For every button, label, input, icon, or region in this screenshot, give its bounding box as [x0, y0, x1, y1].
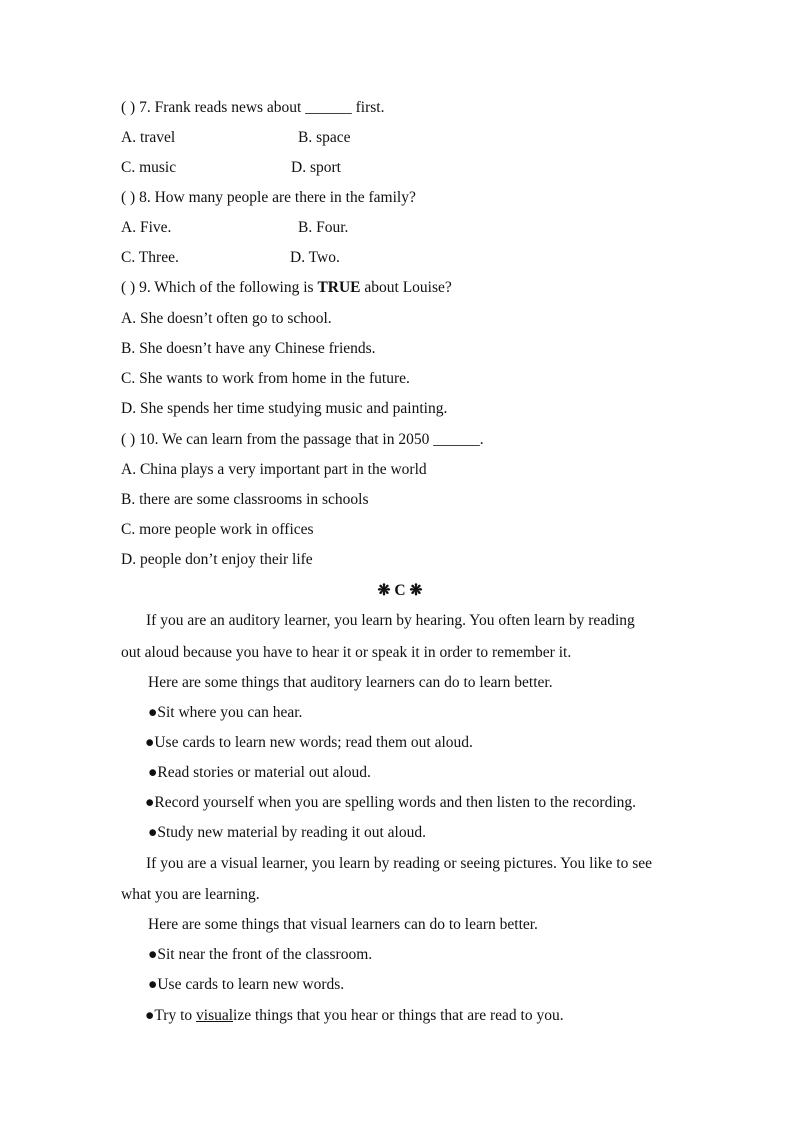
question-9-stem-start: ( ) 9. Which of the following is [121, 279, 318, 296]
visual-bullet-start: ●Try to [145, 1007, 197, 1024]
visual-intro: Here are some things that visual learners can do to learn better. [148, 916, 538, 933]
question-8-option-c: C. Three. [121, 249, 179, 266]
question-8-option-a: A. Five. [121, 219, 172, 236]
visual-paragraph-line-2: what you are learning. [121, 886, 260, 903]
auditory-bullet: ●Sit where you can hear. [148, 704, 303, 721]
auditory-bullet: ●Record yourself when you are spelling words and then listen to the recording. [145, 794, 637, 811]
auditory-paragraph-line-2: out aloud because you have to hear it or speak it in order to remember it. [121, 644, 572, 661]
question-7-option-c: C. music [121, 159, 177, 176]
auditory-paragraph-line-1: If you are an auditory learner, you learn by hearing. You often learn by reading [146, 612, 635, 629]
question-7-option-d: D. sport [291, 159, 341, 176]
question-9-stem-emphasis: TRUE [317, 279, 361, 296]
question-10-option-b: B. there are some classrooms in schools [121, 491, 369, 508]
auditory-bullet: ●Study new material by reading it out aloud. [148, 824, 426, 841]
question-8-stem: ( ) 8. How many people are there in the family? [121, 189, 416, 206]
question-7-option-b: B. space [298, 129, 351, 146]
question-9-option-d: D. She spends her time studying music and painting. [121, 400, 448, 417]
question-10-option-c: C. more people work in offices [121, 521, 314, 538]
question-10-option-d: D. people don’t enjoy their life [121, 551, 313, 568]
question-10-option-a: A. China plays a very important part in the world [121, 461, 427, 478]
auditory-bullet: ●Read stories or material out aloud. [148, 764, 371, 781]
underlined-word: visual [196, 1007, 234, 1024]
question-9-option-a: A. She doesn’t often go to school. [121, 310, 332, 327]
question-9-stem-end: about Louise? [360, 279, 452, 296]
visual-bullet: ●Use cards to learn new words. [148, 976, 345, 993]
question-7-option-a: A. travel [121, 129, 176, 146]
visual-bullet-visualize [145, 1006, 564, 1026]
auditory-bullet: ●Use cards to learn new words; read them out aloud. [145, 734, 473, 751]
question-9-option-b: B. She doesn’t have any Chinese friends. [121, 340, 376, 357]
question-7-stem: ( ) 7. Frank reads news about ______ first. [121, 99, 385, 116]
section-c-heading: ❋ C ❋ [377, 582, 423, 599]
visual-bullet: ●Sit near the front of the classroom. [148, 946, 373, 963]
visual-paragraph-line-1: If you are a visual learner, you learn by reading or seeing pictures. You like to see [146, 855, 652, 872]
visual-bullet-end: ize things that you hear or things that are read to you. [233, 1007, 564, 1024]
question-8-option-b: B. Four. [298, 219, 349, 236]
question-10-stem: ( ) 10. We can learn from the passage that in 2050 ______. [121, 431, 484, 448]
question-9-option-c: C. She wants to work from home in the future. [121, 370, 410, 387]
question-9-stem [121, 278, 452, 298]
question-8-option-d: D. Two. [290, 249, 340, 266]
auditory-intro: Here are some things that auditory learners can do to learn better. [148, 674, 553, 691]
